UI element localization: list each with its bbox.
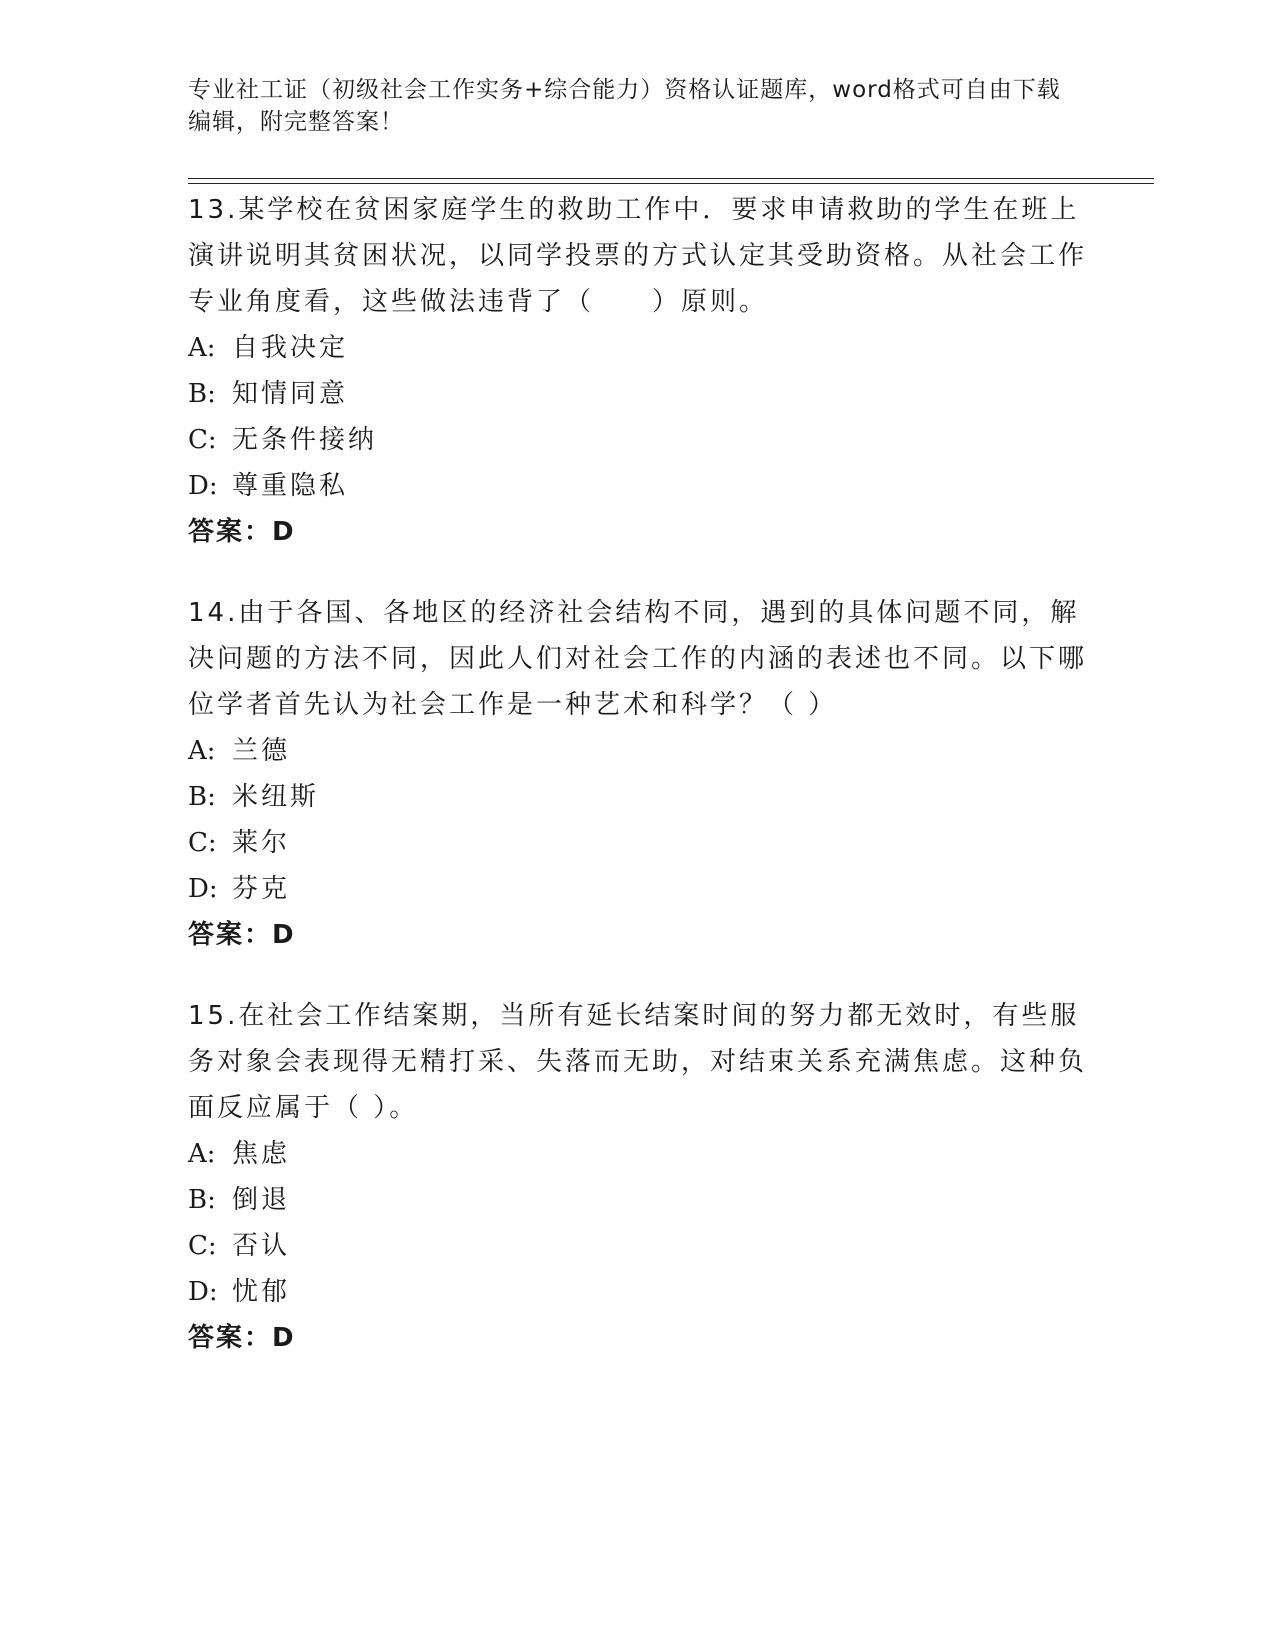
question-15 — [188, 993, 1088, 1361]
option-text: 焦虑 — [232, 1139, 291, 1169]
answer-label: 答案：D — [188, 1323, 296, 1353]
option-text: 尊重隐私 — [232, 471, 349, 501]
option-letter: B: — [188, 1185, 216, 1215]
answer-label: 答案：D — [188, 517, 296, 547]
option-text: 莱尔 — [232, 828, 291, 858]
option-d — [188, 866, 1088, 912]
option-b — [188, 774, 1088, 820]
document-header — [188, 74, 1088, 138]
option-letter: C: — [188, 1231, 217, 1261]
option-text: 倒退 — [232, 1185, 291, 1215]
option-letter: C: — [188, 425, 217, 455]
question-stem: 14.由于各国、各地区的经济社会结构不同，遇到的具体问题不同，解决问题的方法不同，因此人们对社会工作的内涵的表述也不同。以下哪位学者首先认为社会工作是一种艺术和科学？（ ） — [188, 598, 1088, 720]
header-divider-top — [188, 178, 1154, 179]
question-14 — [188, 590, 1088, 958]
option-letter: B: — [188, 782, 216, 812]
option-text: 兰德 — [232, 736, 291, 766]
question-stem: 15.在社会工作结案期，当所有延长结案时间的努力都无效时，有些服务对象会表现得无精打采、失落而无助，对结束关系充满焦虑。这种负面反应属于（ ）。 — [188, 1001, 1088, 1123]
option-d — [188, 1269, 1088, 1315]
option-text: 知情同意 — [232, 379, 349, 409]
option-letter: D: — [188, 874, 218, 904]
option-letter: A: — [188, 736, 216, 766]
option-text: 自我决定 — [232, 333, 349, 363]
question-13 — [188, 187, 1088, 555]
answer-label: 答案：D — [188, 920, 296, 950]
option-text: 忧郁 — [232, 1277, 291, 1307]
option-b — [188, 371, 1088, 417]
option-c — [188, 417, 1088, 463]
header-divider-bottom — [188, 183, 1154, 184]
option-letter: D: — [188, 471, 218, 501]
option-d — [188, 463, 1088, 509]
option-c — [188, 1223, 1088, 1269]
option-b — [188, 1177, 1088, 1223]
header-line-1: 专业社工证（初级社会工作实务+综合能力）资格认证题库，word格式可自由下载 — [188, 77, 1061, 103]
option-c — [188, 820, 1088, 866]
option-text: 否认 — [232, 1231, 291, 1261]
option-a — [188, 325, 1088, 371]
option-letter: A: — [188, 1139, 216, 1169]
option-text: 芬克 — [232, 874, 291, 904]
option-letter: A: — [188, 333, 216, 363]
option-a — [188, 728, 1088, 774]
option-text: 无条件接纳 — [232, 425, 378, 455]
option-text: 米纽斯 — [232, 782, 320, 812]
option-letter: C: — [188, 828, 217, 858]
header-line-2: 编辑，附完整答案！ — [188, 109, 404, 135]
option-letter: D: — [188, 1277, 218, 1307]
option-letter: B: — [188, 379, 216, 409]
question-stem: 13.某学校在贫困家庭学生的救助工作中．要求申请救助的学生在班上演讲说明其贫困状况，以同学投票的方式认定其受助资格。从社会工作专业角度看，这些做法违背了（ ）原则。 — [188, 195, 1088, 317]
option-a — [188, 1131, 1088, 1177]
